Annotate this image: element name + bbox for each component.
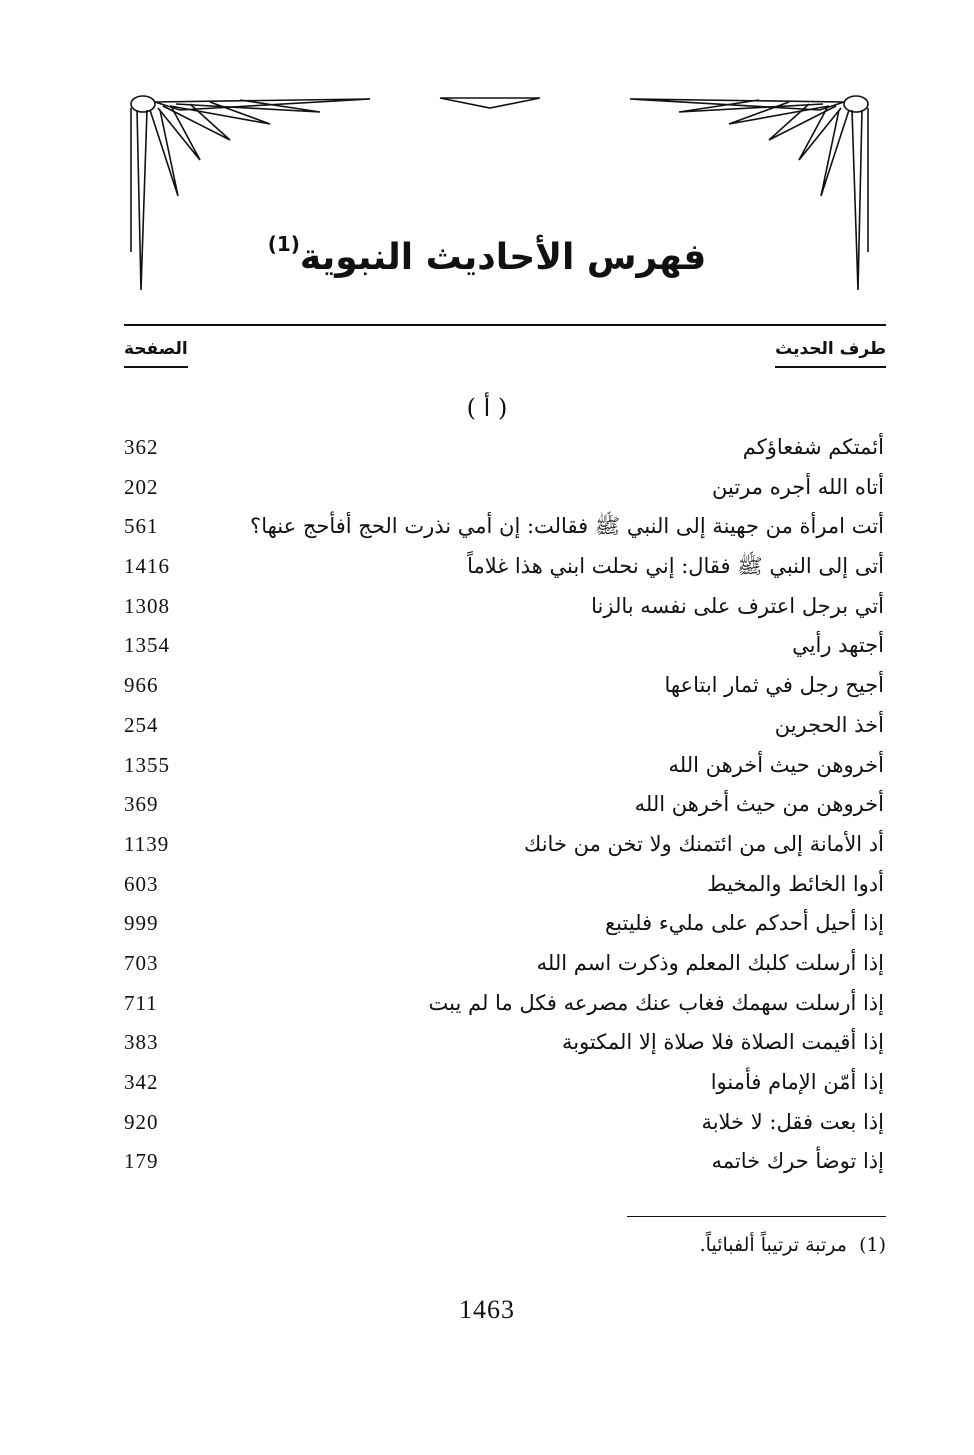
page-number: 1463 bbox=[459, 1295, 515, 1324]
page-ref: 999 bbox=[124, 911, 159, 936]
hadith-text: أخروهن حيث أخرهن الله bbox=[668, 752, 884, 777]
page-ref: 711 bbox=[124, 990, 158, 1015]
list-item bbox=[0, 546, 974, 586]
hadith-text: إذا بعت فقل: لا خلابة bbox=[701, 1109, 884, 1134]
page-ref: 603 bbox=[124, 871, 159, 896]
page-column-header: الصفحة bbox=[124, 334, 188, 368]
hadith-text: أتاه الله أجره مرتين bbox=[712, 474, 884, 499]
page-ref: 1416 bbox=[124, 554, 170, 579]
hadith-text: إذا أرسلت كلبك المعلم وذكرت اسم الله bbox=[536, 950, 884, 975]
list-item bbox=[0, 705, 974, 745]
title-text: فهرس الأحاديث النبوية bbox=[299, 237, 707, 278]
list-item bbox=[0, 943, 974, 983]
list-item bbox=[0, 983, 974, 1023]
page-ref: 362 bbox=[124, 435, 159, 459]
hadith-text: أجتهد رأيي bbox=[792, 633, 884, 658]
footnote-rule bbox=[627, 1216, 886, 1217]
page-ref: 342 bbox=[124, 1070, 159, 1094]
hadith-text: إذا أحيل أحدكم على مليء فليتبع bbox=[604, 911, 884, 936]
list-item bbox=[0, 665, 974, 705]
page-ref: 703 bbox=[124, 950, 159, 975]
hadith-text: إذا أمّن الإمام فأمنوا bbox=[710, 1070, 884, 1094]
page-ref: 179 bbox=[124, 1149, 159, 1174]
list-item bbox=[0, 864, 974, 904]
list-item bbox=[0, 1141, 974, 1181]
hadith-text: أتت امرأة من جهينة إلى النبي ﷺ فقالت: إن أمي نذرت الحج أفأحج عنها؟ bbox=[250, 514, 884, 539]
page-ref: 920 bbox=[124, 1109, 159, 1134]
footnote bbox=[700, 1230, 886, 1260]
page-ref: 1354 bbox=[124, 633, 170, 658]
list-item bbox=[0, 1022, 974, 1062]
list-item bbox=[0, 1062, 974, 1102]
list-item bbox=[0, 427, 974, 467]
page-ref: 1355 bbox=[124, 752, 170, 777]
hadith-text: إذا أقيمت الصلاة فلا صلاة إلا المكتوبة bbox=[561, 1030, 884, 1055]
page-ref: 1308 bbox=[124, 593, 170, 618]
page-ref: 561 bbox=[124, 514, 159, 539]
page-ref: 966 bbox=[124, 673, 159, 698]
footnote-marker: (1) bbox=[859, 1234, 886, 1256]
hadith-text: أتى إلى النبي ﷺ فقال: إني نحلت ابني هذا غلاماً bbox=[467, 554, 884, 579]
hadith-text: إذا توضأ حرك خاتمه bbox=[711, 1149, 884, 1174]
page-ref: 383 bbox=[124, 1030, 159, 1055]
list-item bbox=[0, 586, 974, 626]
page-title bbox=[0, 214, 974, 288]
title-footnote-marker: (1) bbox=[267, 232, 300, 256]
hadith-text: أد الأمانة إلى من ائتمنك ولا تخن من خانك bbox=[524, 831, 884, 856]
list-item bbox=[0, 1102, 974, 1142]
hadith-index-list bbox=[0, 427, 974, 1181]
section-letter: ( أ ) bbox=[466, 394, 508, 422]
hadith-text: إذا أرسلت سهمك فغاب عنك مصرعه فكل ما لم يبت bbox=[428, 990, 884, 1015]
hadith-text: أخروهن من حيث أخرهن الله bbox=[634, 792, 884, 817]
hadith-text: أتي برجل اعترف على نفسه بالزنا bbox=[591, 593, 884, 618]
list-item bbox=[0, 467, 974, 507]
list-item bbox=[0, 784, 974, 824]
list-item bbox=[0, 745, 974, 785]
hadith-column-header: طرف الحديث bbox=[775, 334, 886, 368]
list-item bbox=[0, 506, 974, 546]
page-ref: 202 bbox=[124, 474, 159, 499]
list-item bbox=[0, 625, 974, 665]
hadith-text: أدوا الخائط والمخيط bbox=[707, 871, 884, 896]
hadith-text: أجيح رجل في ثمار ابتاعها bbox=[664, 673, 884, 698]
header-rule bbox=[124, 324, 886, 326]
list-item bbox=[0, 824, 974, 864]
page-ref: 369 bbox=[124, 792, 159, 817]
list-item bbox=[0, 903, 974, 943]
page-ref: 254 bbox=[124, 712, 159, 737]
page-ref: 1139 bbox=[124, 831, 170, 856]
hadith-text: أئمتكم شفعاؤكم bbox=[742, 435, 884, 459]
hadith-text: أخذ الحجرين bbox=[774, 712, 884, 737]
footnote-text: مرتبة ترتيباً ألفبائياً. bbox=[699, 1234, 847, 1256]
